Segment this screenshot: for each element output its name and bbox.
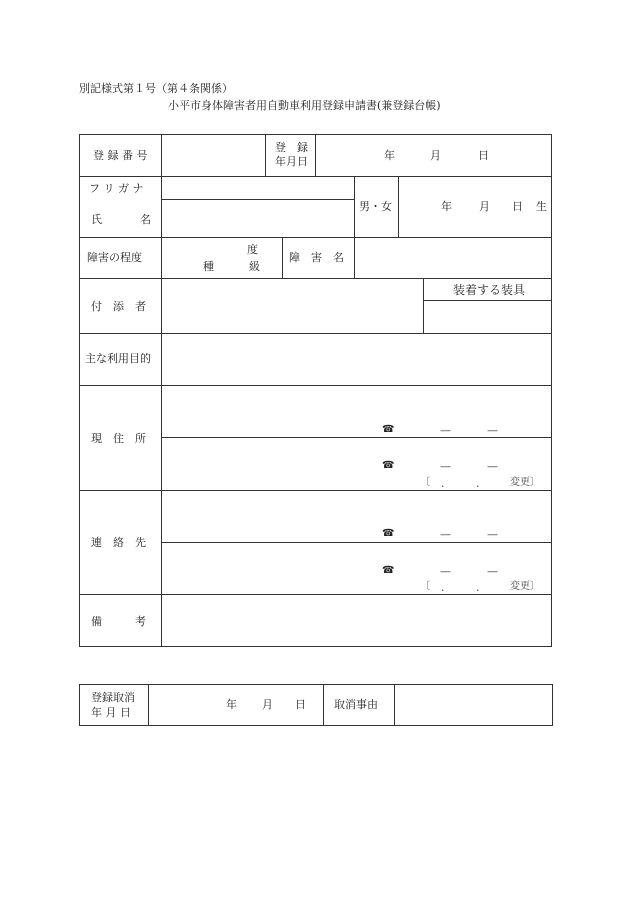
birth-year: 年	[441, 200, 452, 213]
address-tel-dash-3: —	[440, 460, 451, 473]
remarks-label: 備 考	[91, 615, 146, 628]
contact-tel-dash-4: —	[487, 565, 498, 578]
registration-number-label: 登 録 番 号	[93, 149, 148, 162]
furigana-label: フ リ ガ ナ	[89, 182, 144, 195]
purpose-label: 主な利用目的	[85, 352, 151, 365]
cancellation-date-label-top: 登録取消	[91, 691, 135, 704]
disability-name-label: 障 害 名	[289, 251, 344, 264]
address-tel-dash-1: —	[440, 424, 451, 437]
equipment-label: 装着する装具	[453, 283, 526, 297]
cancellation-month: 月	[262, 698, 273, 711]
contact-tel-dash-3: —	[440, 565, 451, 578]
class-prefix: 種	[203, 260, 214, 273]
birth-month: 月	[479, 200, 490, 213]
attendant-label: 付 添 者	[91, 300, 146, 313]
registration-date-label-top: 登 録	[275, 141, 308, 154]
cancellation-date-label-bottom: 年 月 日	[91, 706, 131, 719]
name-label-second: 名	[140, 213, 151, 226]
contact-label: 連 絡 先	[91, 536, 146, 549]
contact-tel-dash-2: —	[487, 528, 498, 541]
disability-level-label: 障害の程度	[87, 251, 142, 264]
telephone-icon: ☎	[382, 565, 395, 576]
registration-date-year: 年	[384, 149, 395, 162]
birth-suffix: 生	[536, 200, 547, 213]
address-change-open: 〔	[420, 477, 430, 488]
telephone-icon: ☎	[382, 528, 395, 539]
address-label: 現 住 所	[91, 432, 146, 445]
registration-date-day: 日	[478, 149, 489, 162]
address-tel-dash-2: —	[487, 424, 498, 437]
registration-date-label-bottom: 年月日	[275, 155, 308, 168]
form-title: 小平市身体障害者用自動車利用登録申請書(兼登録台帳)	[168, 99, 441, 112]
address-change-dot-1: .	[441, 477, 445, 490]
address-change-label: 変更〕	[510, 477, 540, 488]
registration-date-month: 月	[430, 149, 441, 162]
address-change-dot-2: .	[476, 477, 480, 490]
name-label-first: 氏	[91, 213, 102, 226]
contact-tel-dash-1: —	[440, 528, 451, 541]
form-reference: 別記様式第１号（第４条関係）	[79, 82, 233, 95]
contact-change-dot-1: .	[441, 581, 445, 594]
contact-change-open: 〔	[420, 581, 430, 592]
class-suffix: 級	[249, 260, 260, 273]
birth-day: 日	[512, 200, 523, 213]
telephone-icon: ☎	[382, 424, 395, 435]
cancellation-day: 日	[295, 698, 306, 711]
contact-change-label: 変更〕	[510, 581, 540, 592]
contact-change-dot-2: .	[476, 581, 480, 594]
telephone-icon: ☎	[382, 460, 395, 471]
cancellation-reason-label: 取消事由	[334, 698, 378, 711]
cancellation-year: 年	[226, 698, 237, 711]
degree-label: 度	[247, 243, 258, 256]
address-tel-dash-4: —	[487, 460, 498, 473]
sex-selection: 男・女	[359, 200, 392, 213]
